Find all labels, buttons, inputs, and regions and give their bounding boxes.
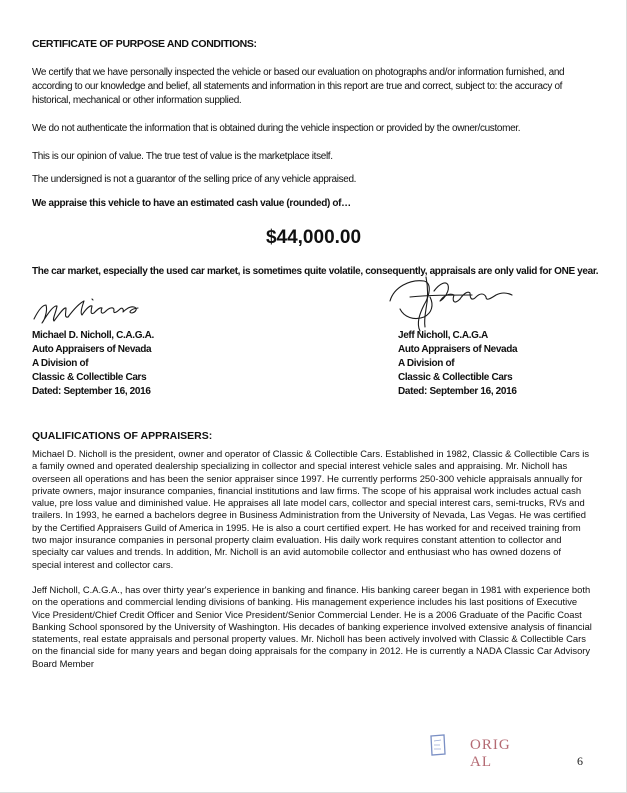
original-stamp-text: ORIG AL	[470, 737, 511, 770]
signer-jeff-block	[398, 329, 517, 399]
opinion-paragraph: This is our opinion of value. The true test of value is the marketplace itself.	[32, 151, 333, 162]
guarantor-paragraph: The undersigned is not a guarantor of the selling price of any vehicle appraised.	[32, 174, 357, 185]
appraise-paragraph: We appraise this vehicle to have an estimated cash value (rounded) of…	[32, 198, 351, 209]
authenticate-paragraph: We do not authenticate the information that is obtained during the vehicle inspection or provided by the owner/customer.	[32, 123, 521, 134]
signer-company: Auto Appraisers of Nevada	[398, 344, 518, 355]
cash-value: $44,000.00	[265, 227, 362, 248]
certify-paragraph: We certify that we have personally inspected the vehicle or based our evaluation on photographs and/or information furnished, and according to our knowledge and belief, all statements and information in this report are true and correct, subject to: the accuracy of historical, mechanical or other information supplied.	[32, 67, 565, 106]
signer-division: A Division of	[32, 358, 89, 369]
signer-parent-company: Classic & Collectible Cars	[32, 372, 147, 383]
certificate-heading: CERTIFICATE OF PURPOSE AND CONDITIONS:	[32, 38, 257, 50]
jeff-qualifications-paragraph: Jeff Nicholl, C.A.G.A., has over thirty year's experience in banking and finance. His banking career began in 1981 with experience both on the operations and commercial lending divisions of banking. His management experience includes his last positions of Executive Vice President/Chief Credit Officer and Senior Vice President/Senior Commercial Lender. He is a 2006 Graduate of the Pacific Coast Banking School sponsored by the University of Washington. His decades of banking experience involved extensive analysis of financial statements, real estate appraisals and personal property values. Mr. Nicholl has been actively involved with Classic & Collectible Cars on the financial side for many years and began doing appraisals for the company in 2012. He is currently a NADA Classic Car Advisory Board Member	[32, 584, 592, 669]
signer-division: A Division of	[398, 358, 455, 369]
signer-dated: Dated: September 16, 2016	[32, 386, 151, 397]
michael-signature	[30, 291, 145, 327]
page-number: 6	[577, 754, 583, 768]
signer-name: Jeff Nicholl, C.A.G.A	[398, 330, 488, 341]
signer-dated: Dated: September 16, 2016	[398, 386, 517, 397]
signer-name: Michael D. Nicholl, C.A.G.A.	[32, 330, 154, 341]
qualifications-heading: QUALIFICATIONS OF APPRAISERS:	[32, 430, 213, 442]
stamp-seal-icon	[428, 733, 448, 757]
signer-company: Auto Appraisers of Nevada	[32, 344, 152, 355]
signer-parent-company: Classic & Collectible Cars	[398, 372, 513, 383]
jeff-signature	[380, 265, 520, 335]
market-paragraph: The car market, especially the used car market, is sometimes quite volatile, consequently, appraisals are only valid for ONE year.	[32, 266, 599, 277]
michael-qualifications-paragraph: Michael D. Nicholl is the president, owner and operator of Classic & Collectible Cars. Established in 1982, Classic & Collectible Cars is a family owned and operated dealership specializing in collector and special interest vehicle sales and appraising. Mr. Nicholl has overseen all operations and has been the senior appraiser since 1997. He currently performs 250-300 vehicle appraisals annually for private owners, major insurance companies, financial institutions and law firms. The scope of his appraisal work includes actual cash value, pre loss value and diminished value. He appraises all late model cars, collector and special interest cars, semi-trucks, RVs and trailers. In 1993, he earned a bachelors degree in Business Administration from the University of Nevada, Las Vegas. He was certified by the Certified Appraisers Guild of America in 1995. He is also a court certified expert. He has worked for and received training from two major insurance companies in personal property claim evaluation. His daily work requires constant attention to collector and specialty car values and trends. In addition, Mr. Nicholl is an avid automobile collector and enthusiast who has owned dozens of special interest and collector cars.	[32, 448, 590, 570]
signer-michael-block	[32, 329, 154, 399]
